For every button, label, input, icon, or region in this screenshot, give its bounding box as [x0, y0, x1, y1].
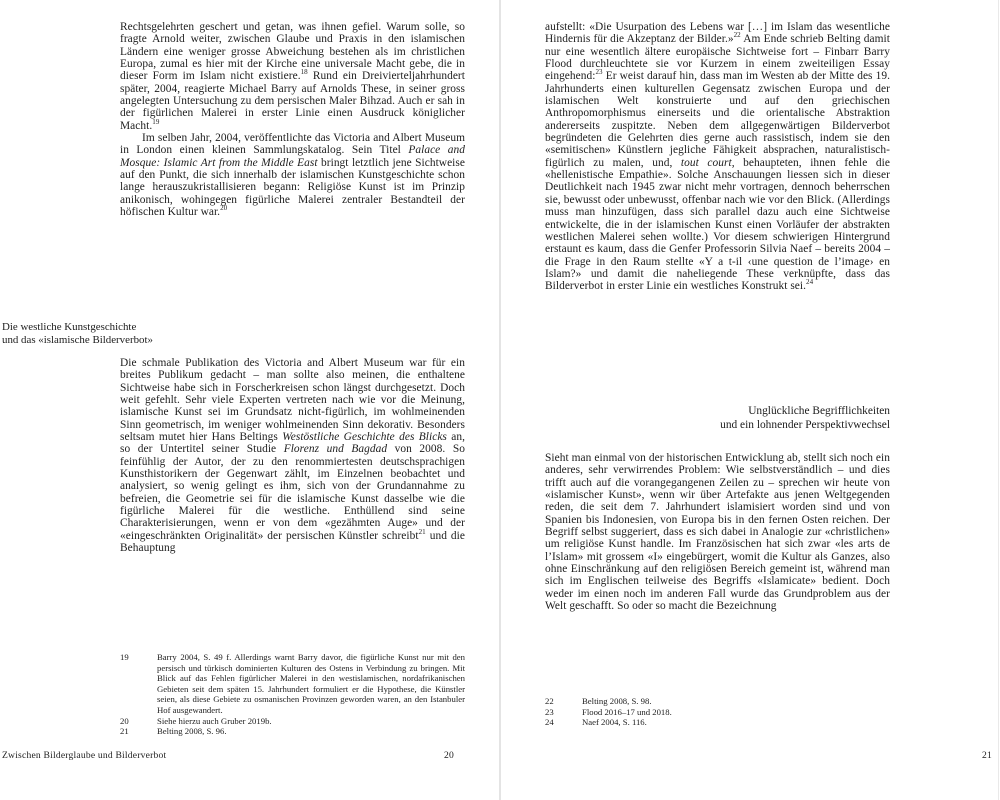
page-right-edge [998, 0, 999, 800]
footnote-number: 24 [545, 717, 554, 728]
running-title: Zwischen Bilderglaube und Bilderverbot [2, 750, 167, 761]
section-heading-line: Unglückliche Begrifflichkeiten [748, 405, 890, 417]
page-number: 21 [982, 750, 992, 761]
footnote-number: 22 [545, 696, 554, 706]
footnote-text: Belting 2008, S. 96. [157, 726, 227, 737]
right-body-text-block-1 [545, 21, 890, 293]
running-footer-left [2, 750, 454, 761]
footnote-number: 21 [120, 726, 129, 737]
footnote-text: Belting 2008, S. 98. [582, 696, 652, 706]
left-footnotes [120, 652, 465, 737]
footnote-number: 19 [120, 652, 129, 662]
footnote-number: 23 [545, 706, 554, 717]
section-heading-line: und ein lohnender Perspektivwechsel [720, 419, 890, 432]
margin-note [2, 321, 232, 347]
footnote-text: Barry 2004, S. 49 f. Allerdings warnt Barry davor, die figürliche Kunst nur mit den persisch und türkisch dominierten Kulturen des Ostens in Verbindung zu bringen. Mit Blick auf das Fehlen figürlicher Malerei in den westislamischen, nordafrikanischen Gebieten seit dem späten 15. Jahrhundert formuliert er die Hypothese, die Künstler seien, als diese Gebiete zu osmanischen Provinzen geworden waren, an den Istanbuler Hof ausgewandert. [157, 652, 465, 715]
margin-note-line: und das «islamische Bilderverbot» [2, 334, 153, 347]
footnote [545, 717, 890, 728]
margin-note-line: Die westliche Kunstgeschichte [2, 321, 137, 333]
body-paragraph: Die schmale Publikation des Victoria and Albert Museum war für ein breites Publikum gedacht – man sollte also meinen, die enthaltene Sichtweise habe sich in Forscherkreisen schon längst durchgesetzt. Doch weit gefehlt. Sehr viele Experten vertreten nach wie vor die Meinung, islamische Kunst sei im Grundsatz nicht-figürlich, im wohlmeinenden Sinn geometrisch, im weniger wohlmeinenden Sinn dekorativ. Besonders seltsam mutet hier Hans Beltings Westöstliche Geschichte des Blicks an, so der Untertitel seiner Studie Florenz und Bagdad von 2008. So feinfühlig der Autor, der zu den renommiertesten deutschsprachigen Kunsthistorikern der Gegenwart zählt, im Einzelnen beobachtet und analysiert, so wenig gelingt es ihm, sich von der Grundannahme zu befreien, die Geometrie sei für die islamische Kunst dasselbe wie die figürliche Malerei für die westliche. Enthüllend sind seine Charakterisierungen, wenn er von dem «gezähmten Auge» und der «eingeschränkten Originalität» der persischen Künstler schreibt$^{21}$ und die Behauptung [120, 357, 465, 555]
footnote-text: Naef 2004, S. 116. [582, 717, 647, 728]
footnote [545, 696, 890, 707]
left-body-text-block-2 [120, 357, 465, 555]
page-gutter-divider [499, 0, 501, 800]
footnote-number: 20 [120, 715, 129, 726]
footnote [545, 707, 890, 718]
body-paragraph: Im selben Jahr, 2004, veröffentlichte das Victoria and Albert Museum in London einen kleinen Sammlungskatalog. Sein Titel Palace and Mosque: Islamic Art from the Middle East bringt letztlich jene Sichtweise auf den Punkt, die sich innerhalb der islamischen Kunstgeschichte schon lange herauszukristallisieren begann: Religiöse Kunst ist im Prinzip anikonisch, wohingegen figürliche Malerei zentraler Bestandteil der höfischen Kultur war.$^{20}$ [120, 132, 465, 219]
section-heading [545, 404, 890, 432]
footnote-text: Siehe hierzu auch Gruber 2019b. [157, 715, 272, 726]
body-paragraph: Rechtsgelehrten geschert und getan, was ihnen gefiel. Warum solle, so fragte Arnold weiter, zwischen Glaube und Praxis in den islamischen Ländern eine weniger grosse Abweichung bestehen als im christlichen Europa, zumal es hier mit der Kirche eine universale Macht gebe, die in dieser Form im Islam nicht existiere.$^{18}$ Rund ein Dreivierteljahrhundert später, 2004, reagierte Michael Barry auf Arnolds These, in seiner gross angelegten Untersuchung zu dem persischen Maler Bihzad. Auch er sah in der figürlichen Malerei in erster Linie einen Ausdruck königlicher Macht.$^{19}$ [120, 21, 465, 132]
body-paragraph: Sieht man einmal von der historischen Entwicklung ab, stellt sich noch ein anderes, sehr verwirrendes Problem: Wie selbstverständlich – und dies trifft auch auf die vorangegangenen Zeilen zu – sprechen wir heute von «islamischer Kunst», wenn wir über Artefakte aus jenen Weltgegenden reden, die seit dem 7. Jahrhundert islamisiert worden sind und von Spanien bis Indonesien, von Europa bis in den fernen Osten reichen. Der Begriff selbst suggeriert, dass es sich dabei in Analogie zur «christlichen» um religiöse Kunst handle. Im Französischen hat sich zwar «les arts de l’Islam» mit grossem «I» eingebürgert, womit die Kultur als Ganzes, also ohne Einschränkung auf den religiösen Bereich gemeint ist, während man sich im Englischen teilweise des Begriffs «Islamicate» bedient. Doch weder im einen noch im anderen Fall wurde das Grundproblem aus der Welt geschafft. So oder so macht die Bezeichnung [545, 452, 890, 613]
footnote [120, 716, 465, 727]
footnote-text: Flood 2016–17 und 2018. [582, 706, 672, 717]
left-body-text-block-1 [120, 21, 465, 219]
page-number: 20 [444, 750, 454, 761]
footnote [120, 652, 465, 716]
right-footnotes [545, 696, 890, 728]
running-footer-right [930, 750, 992, 761]
footnote [120, 726, 465, 737]
body-paragraph: aufstellt: «Die Usurpation des Lebens war […] im Islam das wesentliche Hindernis für die Akzeptanz der Bilder.»$^{22}$ Am Ende schrieb Belting damit nur eine wesentlich ältere europäische Sichtweise fort – Finbarr Barry Flood durchleuchtete sie vor Kurzem in einem zweiteiligen Essay eingehend:$^{23}$ Er weist darauf hin, dass man im Westen ab der Mitte des 19. Jahrhunderts einen kulturellen Gegensatz zwischen Europa und der islamischen Welt konstruierte und auf den griechischen Anthropomorphismus einerseits und die orientalische Abstraktion andererseits zuspitzte. Neben dem allgegenwärtigen Bilderverbot begründeten die Gelehrten dies gerne auch rassistisch, indem sie den «semitischen» Künstlern jegliche Fähigkeit absprachen, naturalistisch-figürlich zu malen, und, tout court, behaupteten, ihnen fehle die «hellenistische Empathie». Solche Anschauungen liessen sich in dieser Deutlichkeit nach 1945 zwar nicht mehr vortragen, dennoch beherrschen sie, bewusst oder unbewusst, offenbar nach wie vor den Blick. (Allerdings muss man hinzufügen, dass sich parallel dazu auch eine Sichtweise entwickelte, die in der islamischen Kunst einen Vorläufer der abstrakten westlichen Malerei sehen wollte.) Vor diesem schwierigen Hintergrund erstaunt es kaum, dass die Genfer Professorin Silvia Naef – bereits 2004 – die Frage in den Raum stellte «Y a t-il ‹une question de l’image› en Islam?» und damit die naheliegende These verknüpfte, dass das Bilderverbot in erster Linie ein westliches Konstrukt sei.$^{24}$ [545, 21, 890, 293]
right-body-text-block-2 [545, 452, 890, 612]
